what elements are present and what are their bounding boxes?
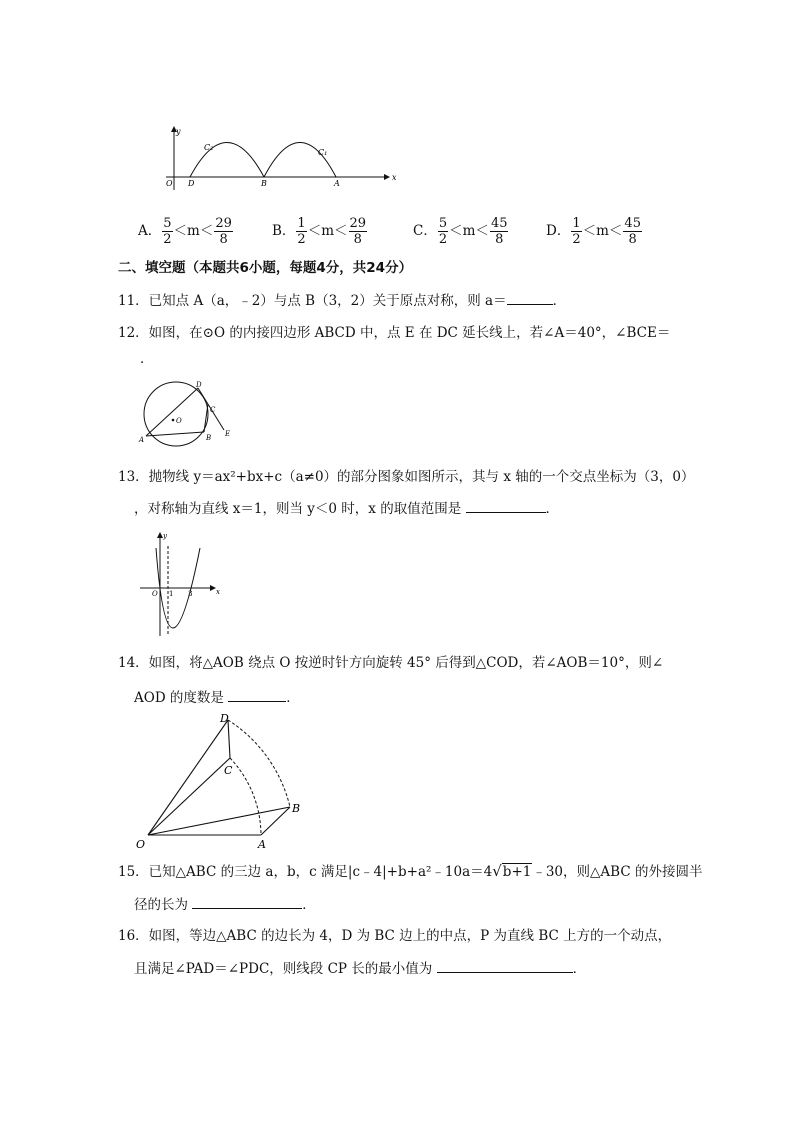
curve-c1-label: C₁	[318, 148, 328, 157]
circle-o	[144, 382, 208, 446]
point-a-label: A	[334, 179, 340, 188]
q15-answer-blank[interactable]	[192, 894, 302, 909]
segment-od	[148, 720, 228, 835]
x-axis-arrow	[384, 174, 390, 180]
point-d-label: D	[188, 179, 195, 188]
label-b: B	[206, 434, 212, 442]
label-c: C	[210, 406, 216, 414]
figure-12-circle	[136, 378, 240, 448]
choice-d[interactable]: D． $\frac{1}{2}$ ＜m＜ $\frac{45}{8}$	[546, 216, 641, 247]
y-label: y	[163, 532, 167, 540]
segment-ob	[148, 807, 290, 835]
label-a: A	[258, 838, 266, 851]
question-16-line1: 16．如图，等边△ABC 的边长为 4，D 为 BC 边上的中点，P 为直线 BC 上方的一个动点，	[118, 928, 672, 944]
question-13-line2: ，对称轴为直线 x＝1，则当 y＜0 时，x 的取值范围是 ．	[134, 498, 559, 518]
figure-14-rotation	[132, 708, 310, 856]
segment-ab	[261, 807, 290, 835]
label-c: C	[224, 764, 233, 777]
choice-a[interactable]: A． $\frac{5}{2}$ ＜m＜ $\frac{29}{8}$	[138, 216, 232, 247]
label-a: A	[139, 436, 145, 444]
sqrt-symbol: √	[492, 862, 502, 880]
question-15-line2: 径的长为 ．	[134, 894, 316, 914]
q11-answer-blank[interactable]	[507, 290, 553, 305]
y-label: y	[176, 127, 181, 136]
arc-d-to-b	[228, 720, 290, 807]
q14-answer-blank[interactable]	[228, 687, 286, 702]
segment-ab	[146, 432, 204, 436]
question-15-line1: 15．已知△ABC 的三边 a，b，c 满足|c﹣4|+b+a²﹣10a＝4√b+1﹣30，则△ABC 的外接圆半	[118, 862, 703, 880]
question-14-line1: 14．如图，将△AOB 绕点 O 按逆时针方向旋转 45° 后得到△COD，若∠AOB＝10°，则∠	[118, 655, 664, 671]
curve-c2-label: C₂	[204, 143, 214, 152]
curve-c2	[190, 143, 264, 178]
q16-answer-blank[interactable]	[437, 958, 573, 973]
figure-arcs	[160, 122, 400, 194]
arc-c-to-a	[230, 758, 261, 835]
section-title: 二、填空题（本题共6小题，每题4分，共24分）	[118, 260, 413, 276]
center-dot	[172, 419, 175, 422]
label-b: B	[292, 802, 301, 815]
label-o: O	[176, 417, 182, 425]
segment-oc	[148, 758, 230, 835]
figure-13-parabola	[136, 528, 226, 640]
label-d: D	[196, 381, 202, 389]
label-o: O	[136, 838, 146, 851]
tick-1-label: 1	[169, 590, 174, 598]
label-d: D	[220, 712, 229, 725]
label-e: E	[225, 430, 231, 438]
question-12-line1: 12．如图，在⊙O 的内接四边形 ABCD 中，点 E 在 DC 延长线上，若∠A＝40°，∠BCE＝	[118, 325, 671, 341]
origin-label: O	[152, 590, 158, 598]
question-12-line2: ．	[140, 351, 154, 367]
question-16-line2: 且满足∠PAD＝∠PDC，则线段 CP 长的最小值为 ．	[134, 958, 586, 978]
question-11: 11．已知点 A（a，﹣2）与点 B（3，2）关于原点对称，则 a＝ ．	[118, 290, 566, 310]
choice-c[interactable]: C． $\frac{5}{2}$ ＜m＜ $\frac{45}{8}$	[413, 216, 508, 247]
x-label: x	[216, 588, 220, 596]
q13-answer-blank[interactable]	[466, 498, 546, 513]
choice-b[interactable]: B． $\frac{1}{2}$ ＜m＜ $\frac{29}{8}$	[272, 216, 367, 247]
question-13-line1: 13．抛物线 y＝ax²+bx+c（a≠0）的部分图象如图所示，其与 x 轴的一个交点坐标为（3，0）	[118, 469, 695, 485]
origin-label: O	[166, 179, 173, 188]
segment-ad	[146, 388, 198, 436]
x-label: x	[392, 173, 397, 182]
tick-3-label: 3	[188, 590, 193, 598]
question-14-line2: AOD 的度数是 ．	[134, 687, 300, 707]
point-b-label: B	[261, 179, 267, 188]
segment-dc	[228, 720, 230, 758]
